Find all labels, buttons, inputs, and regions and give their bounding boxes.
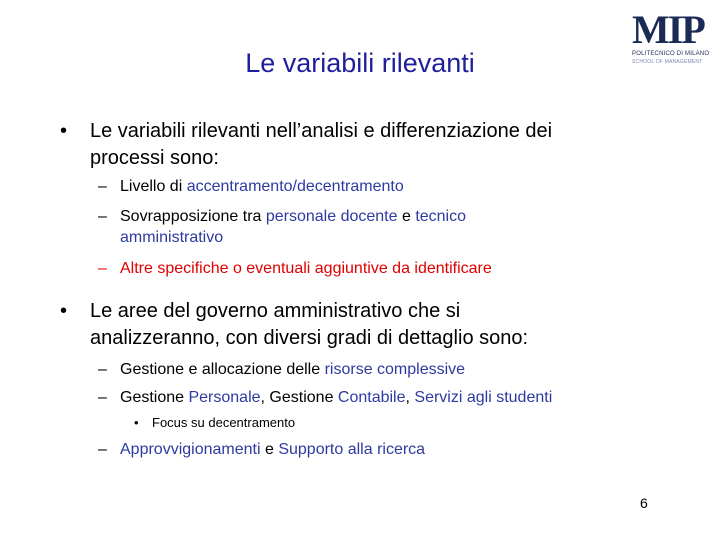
highlight-text: accentramento/decentramento <box>186 178 404 195</box>
dash-marker: – <box>98 441 107 458</box>
bullet-2-line-1: Le aree del governo amministrativo che si <box>90 300 461 322</box>
sub-sub-item-text: Focus su decentramento <box>152 415 296 430</box>
dash-marker: – <box>98 178 107 195</box>
sub-item-text: Gestione <box>120 389 189 406</box>
bullet-marker: • <box>60 120 68 142</box>
bullet-marker: • <box>134 415 139 430</box>
page-number: 6 <box>640 495 648 511</box>
sub-item-text: Livello di <box>120 178 187 195</box>
sub-item-text: , <box>405 389 415 406</box>
highlight-text: amministrativo <box>120 229 224 246</box>
mip-logo <box>632 7 716 66</box>
logo-line-2: SCHOOL OF MANAGEMENT <box>632 59 703 65</box>
dash-marker: – <box>98 208 107 225</box>
dash-marker: – <box>98 260 107 277</box>
sub-item-text: e <box>397 208 416 225</box>
logo-mark: MIP <box>632 7 704 52</box>
highlight-text: Servizi agli studenti <box>414 389 553 406</box>
dash-marker: – <box>98 361 107 378</box>
sub-item-text: Altre specifiche o eventuali aggiuntive da identificare <box>120 260 492 277</box>
bullet-marker: • <box>60 300 68 322</box>
sub-item-text: Gestione e allocazione delle <box>120 361 325 378</box>
highlight-text: Approvvigionamenti <box>120 441 261 458</box>
logo-line-1: POLITECNICO DI MILANO <box>632 51 710 57</box>
highlight-text: Supporto alla ricerca <box>278 441 426 458</box>
sub-item-text: e <box>260 441 279 458</box>
bullet-1-line-1: Le variabili rilevanti nell’analisi e differenziazione dei <box>90 120 553 142</box>
slide-title: Le variabili rilevanti <box>245 48 475 78</box>
highlight-text: tecnico <box>415 208 467 225</box>
sub-item-text: , Gestione <box>260 389 338 406</box>
bullet-2-line-2: analizzeranno, con diversi gradi di dettaglio sono: <box>90 327 529 349</box>
highlight-text: Contabile <box>337 389 406 406</box>
highlight-text: risorse complessive <box>324 361 466 378</box>
bullet-1-line-2: processi sono: <box>90 147 219 169</box>
highlight-text: Personale <box>188 389 261 406</box>
dash-marker: – <box>98 389 107 406</box>
highlight-text: personale docente <box>265 208 398 225</box>
sub-item-text: Sovrapposizione tra <box>120 208 266 225</box>
